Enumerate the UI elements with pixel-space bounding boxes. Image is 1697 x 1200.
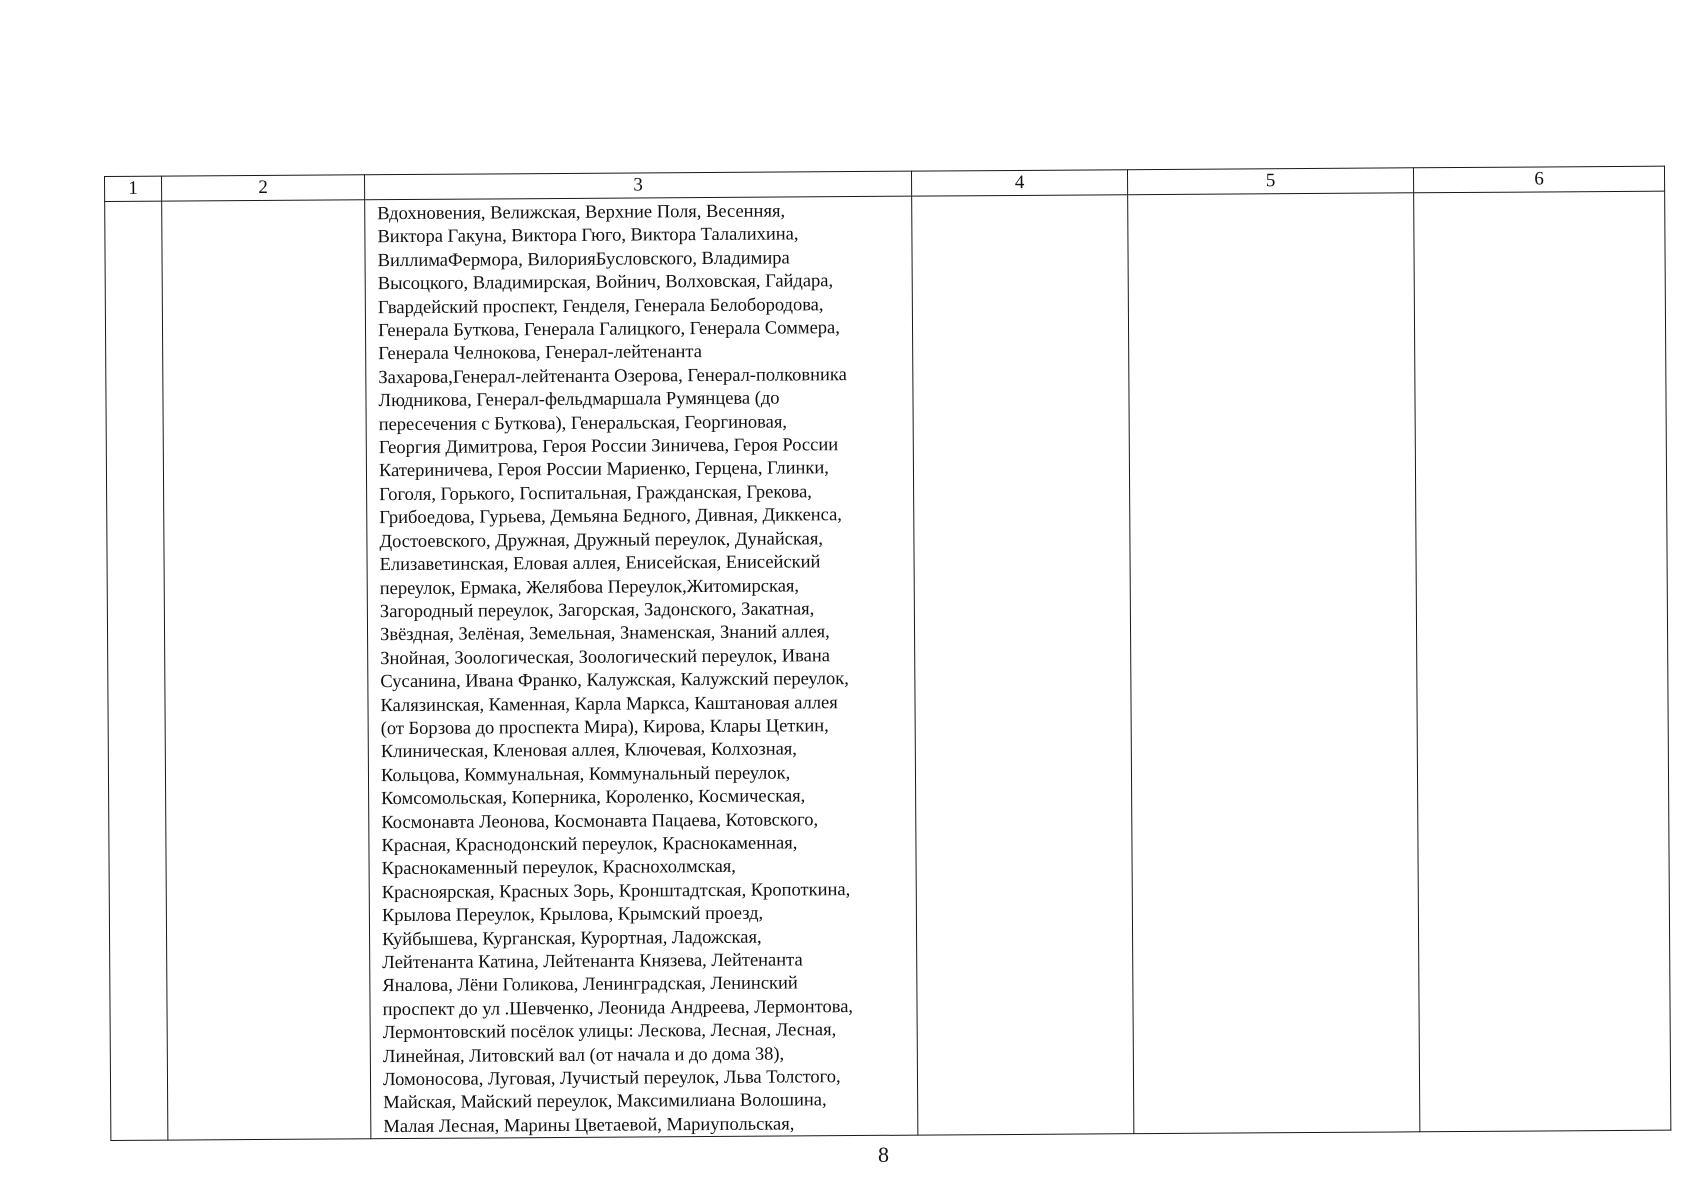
street-list-line: Грибоедова, Гурьева, Демьяна Бедного, Дивная, Диккенса, (379, 504, 842, 529)
street-list-table (104, 166, 1671, 1142)
street-list-line: Людникова, Генерал-фельдмаршала Румянцева (до (378, 387, 780, 412)
street-list-line: Ломоносова, Луговая, Лучистый переулок, Льва Толстого, (382, 1066, 841, 1091)
street-list-line: Сусанина, Ивана Франко, Калужская, Калужский переулок, (380, 668, 849, 693)
street-list-line: Гвардейский проспект, Генделя, Генерала Белобородова, (377, 293, 824, 318)
street-list-line: Красноярская, Красных Зорь, Кронштадтская, Кропоткина, (381, 878, 851, 903)
street-list-line: Знойная, Зоологическая, Зоологический переулок, Ивана (380, 644, 830, 669)
street-list-line: Космонавта Леонова, Космонавта Пацаева, Котовского, (381, 808, 819, 833)
column-header-1: 1 (105, 176, 162, 201)
street-list-line: Генерала Буткова, Генерала Галицкого, Генерала Соммера, (377, 317, 840, 342)
cell-col-2 (162, 200, 371, 1141)
street-list-line: Красная, Краснодонский переулок, Краснокаменная, (381, 832, 798, 857)
street-list-line: Лейтенанта Катина, Лейтенанта Князева, Лейтенанта (382, 949, 803, 974)
cell-col-1 (105, 201, 168, 1141)
cell-col-5 (1128, 193, 1420, 1134)
cell-col-6 (1414, 191, 1671, 1132)
street-list-line: Калязинская, Каменная, Карла Маркса, Каштановая аллея (380, 691, 838, 716)
street-list-line: переулок, Ермака, Желябова Переулок,Житомирская, (379, 574, 800, 599)
column-header-3: 3 (364, 171, 911, 200)
street-list-line: Загородный переулок, Загорская, Задонского, Закатная, (379, 598, 815, 623)
cell-col-3 (365, 196, 918, 1139)
cell-col-4 (912, 195, 1134, 1136)
street-list-line: Достоевского, Дружная, Дружный переулок, Дунайская, (379, 527, 823, 552)
column-header-4: 4 (911, 170, 1127, 196)
column-header-6: 6 (1413, 166, 1664, 193)
street-names-text (365, 197, 917, 1139)
street-list-line: Майская, Майский переулок, Максимилиана Волошина, (383, 1089, 827, 1114)
column-header-5: 5 (1127, 168, 1413, 195)
street-list-line: Елизаветинская, Еловая аллея, Енисейская, Енисейский (379, 551, 821, 576)
street-list-line: (от Борзова до проспекта Мира), Кирова, Клары Цеткин, (380, 715, 829, 740)
street-list-line: Захарова,Генерал-лейтенанта Озерова, Генерал-полковника (378, 363, 847, 389)
street-list-line: Высоцкого, Владимирская, Войнич, Волховская, Гайдара, (377, 270, 834, 295)
street-list-line: Звёздная, Зелёная, Земельная, Знаменская, Знаний аллея, (379, 621, 830, 646)
table-row (105, 191, 1671, 1141)
street-list-line: Генерала Челнокова, Генерал-лейтенанта (378, 341, 702, 365)
street-list-line: Лермонтовский посёлок улицы: Лескова, Лесная, Лесная, (382, 1019, 837, 1044)
street-list-line: Линейная, Литовский вал (от начала и до дома 38), (382, 1043, 785, 1067)
street-list-line: Катериничева, Героя России Мариенко, Герцена, Глинки, (378, 457, 829, 482)
street-list-line: Малая Лесная, Марины Цветаевой, Мариупольская, (383, 1113, 795, 1138)
street-list-line: проспект до ул .Шевченко, Леонида Андреева, Лермонтова, (382, 995, 854, 1020)
street-list-line: Яналова, Лёни Голикова, Ленинградская, Ленинский (382, 972, 798, 997)
street-list-line: Георгия Димитрова, Героя России Зиничева, Героя России (378, 434, 839, 459)
street-list-line: пересечения с Буткова), Генеральская, Георгиновая, (378, 411, 787, 435)
street-list-line: Краснокаменный переулок, Краснохолмская, (381, 856, 736, 880)
street-list-line: ВиллимаФермора, ВилорияБусловского, Владимира (377, 247, 790, 271)
page-number: 8 (878, 1142, 889, 1167)
street-list-line: Гоголя, Горького, Госпитальная, Гражданская, Грекова, (379, 481, 812, 506)
street-list-line: Клиническая, Кленовая аллея, Ключевая, Колхозная, (380, 738, 797, 763)
column-header-2: 2 (162, 175, 365, 201)
street-list-line: Кольцова, Коммунальная, Коммунальный переулок, (380, 762, 791, 786)
street-list-line: Комсомольская, Коперника, Короленко, Космическая, (381, 785, 806, 810)
street-list-line: Крылова Переулок, Крылова, Крымский проезд, (381, 902, 764, 927)
street-list-line: Вдохновения, Велижская, Верхние Поля, Весенняя, (377, 200, 786, 225)
street-list-line: Виктора Гакуна, Виктора Гюго, Виктора Талалихина, (377, 223, 799, 248)
street-list-line: Куйбышева, Курганская, Курортная, Ладожская, (381, 926, 762, 950)
